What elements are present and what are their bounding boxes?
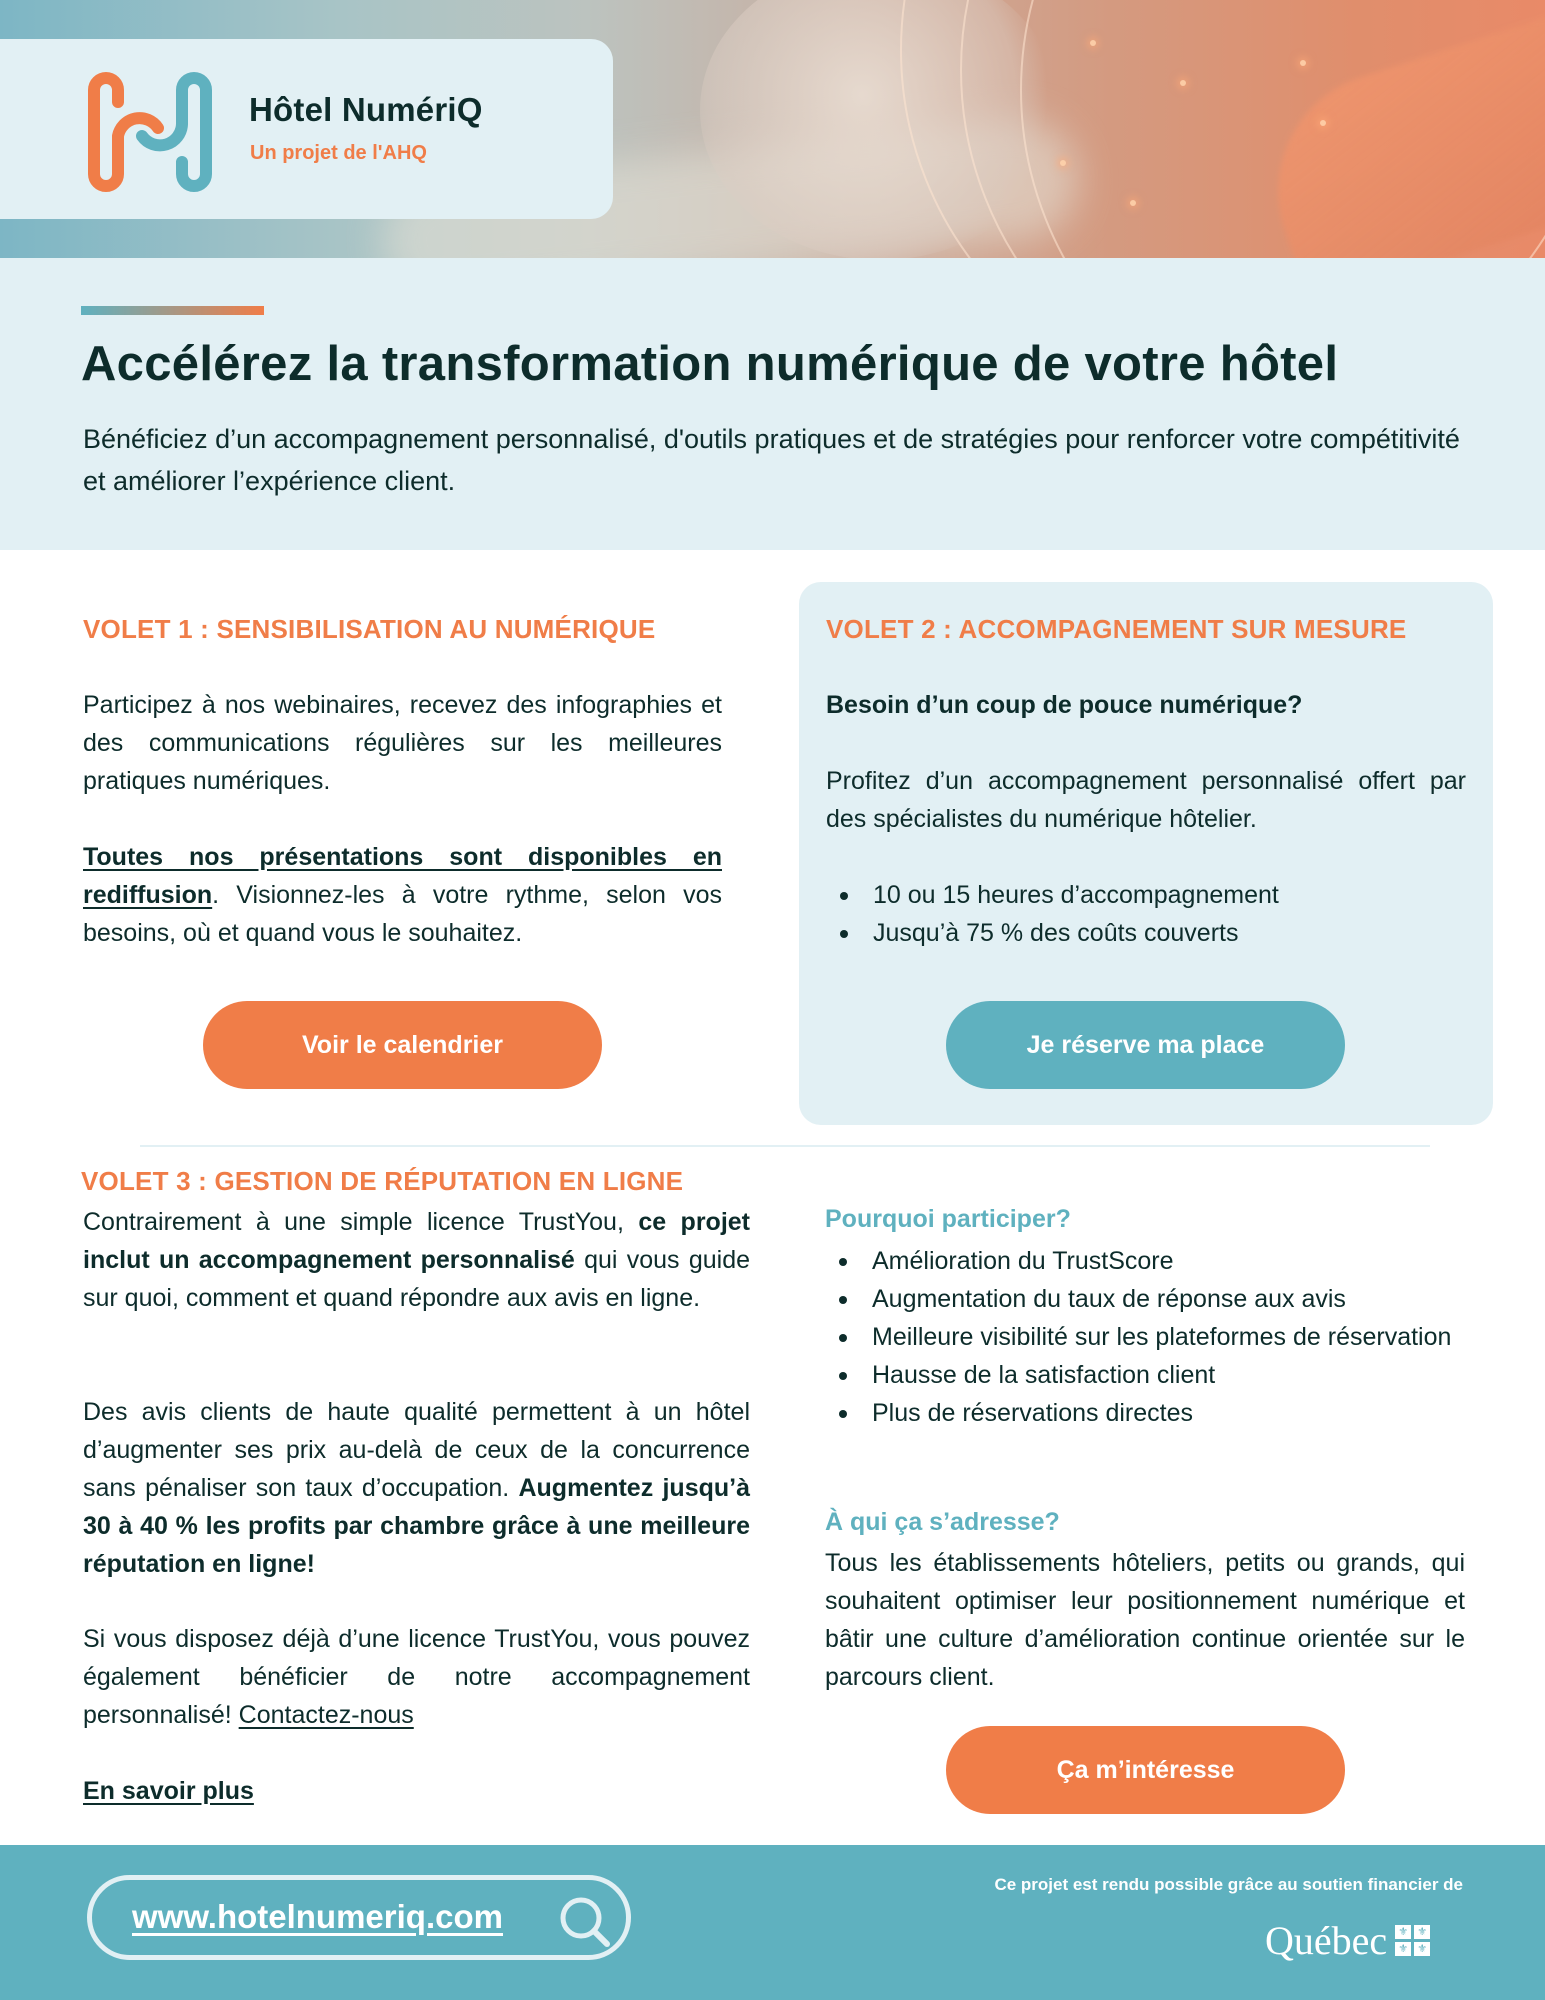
- hero-spark: [1300, 60, 1306, 66]
- view-calendar-button[interactable]: Voir le calendrier: [203, 1001, 602, 1089]
- hotel-numeriq-logo-icon: [82, 66, 228, 198]
- intro-section: [0, 258, 1545, 550]
- quebec-logo: [1265, 1915, 1430, 1965]
- page-title: Accélérez la transformation numérique de votre hôtel: [81, 337, 1339, 391]
- volet3-p2-bold: Augmentez jusqu’à 30 à 40 % les profits par chambre grâce à une meilleure réputation en ligne!: [83, 1474, 750, 1578]
- list-item: Augmentation du taux de réponse aux avis: [825, 1280, 1465, 1318]
- logo-card: [0, 39, 613, 219]
- why-participate-list: [825, 1242, 1465, 1432]
- contact-us-link[interactable]: Contactez-nous: [238, 1701, 414, 1729]
- footer: [0, 1845, 1545, 2000]
- reserve-place-button[interactable]: Je réserve ma place: [946, 1001, 1345, 1089]
- volet3-p1-end: qui vous guide sur quoi, comment et quand répondre aux avis en ligne.: [83, 1246, 750, 1312]
- hero-spark: [1320, 120, 1326, 126]
- hero-spark: [1180, 80, 1186, 86]
- hero-banner: [0, 0, 1545, 258]
- search-icon[interactable]: [557, 1894, 613, 1950]
- volet2-paragraph: Profitez d’un accompagnement personnalisé offert par des spécialistes du numérique hôtelier.: [826, 767, 1466, 833]
- volet3-paragraph-1: [83, 1203, 750, 1317]
- hero-spark: [1060, 160, 1066, 166]
- volet1-paragraph: Participez à nos webinaires, recevez des infographies et des communications régulières sur les meilleures pratiques numériques.: [83, 691, 722, 795]
- volet2-question: Besoin d’un coup de pouce numérique?: [826, 691, 1303, 719]
- intro-subtitle: Bénéficiez d’un accompagnement personnalisé, d'outils pratiques et de stratégies pour renforcer votre compétitivité et améliorer l’expérience client.: [83, 424, 1460, 496]
- who-paragraph: Tous les établissements hôteliers, petits ou grands, qui souhaitent optimiser leur positionnement numérique et bâtir une culture d’amélioration continue orientée sur le parcours client.: [825, 1549, 1465, 1691]
- volet1-heading: VOLET 1 : SENSIBILISATION AU NUMÉRIQUE: [83, 614, 656, 644]
- why-participate-heading: Pourquoi participer?: [825, 1205, 1071, 1233]
- volet2-heading: VOLET 2 : ACCOMPAGNEMENT SUR MESURE: [826, 614, 1407, 644]
- learn-more-link[interactable]: En savoir plus: [83, 1777, 254, 1805]
- volet2-bullet-list: [826, 876, 1466, 952]
- list-item: Meilleure visibilité sur les plateformes de réservation: [825, 1318, 1465, 1356]
- brand-name: Hôtel NumériQ: [249, 91, 483, 128]
- volet3-paragraph-2: [83, 1393, 750, 1583]
- volet3-p1-text: Contrairement à une simple licence TrustYou,: [83, 1208, 639, 1236]
- list-item: Plus de réservations directes: [825, 1394, 1465, 1432]
- volet1-replay-paragraph: [83, 838, 722, 952]
- list-item: Amélioration du TrustScore: [825, 1242, 1465, 1280]
- volet3-p3-text: Si vous disposez déjà d’une licence TrustYou, vous pouvez également bénéficier de notre accompagnement personnalisé!: [83, 1625, 750, 1729]
- volet1-replay-text: . Visionnez-les à votre rythme, selon vos besoins, où et quand vous le souhaitez.: [83, 881, 722, 947]
- brand-tagline: Un projet de l'AHQ: [250, 142, 427, 164]
- who-heading: À qui ça s’adresse?: [825, 1508, 1060, 1536]
- list-item: 10 ou 15 heures d’accompagnement: [826, 876, 1466, 914]
- section-divider: [140, 1145, 1430, 1147]
- list-item: Jusqu’à 75 % des coûts couverts: [826, 914, 1466, 952]
- quebec-flag-icon: ⚜ ⚜ ⚜ ⚜: [1395, 1925, 1430, 1956]
- accent-bar: [81, 306, 264, 315]
- hero-spark: [1130, 200, 1136, 206]
- website-link[interactable]: www.hotelnumeriq.com: [132, 1898, 503, 1935]
- volet3-p1-bold: ce projet inclut un accompagnement personnalisé: [83, 1208, 751, 1274]
- quebec-wordmark: Québec: [1265, 1917, 1388, 1963]
- website-pill[interactable]: [87, 1875, 631, 1960]
- funding-notice: Ce projet est rendu possible grâce au soutien financier de: [994, 1875, 1463, 1894]
- interested-button[interactable]: Ça m’intéresse: [946, 1726, 1345, 1814]
- volet3-paragraph-3: [83, 1620, 750, 1734]
- hero-spark: [1090, 40, 1096, 46]
- volet3-heading: VOLET 3 : GESTION DE RÉPUTATION EN LIGNE: [81, 1166, 684, 1196]
- list-item: Hausse de la satisfaction client: [825, 1356, 1465, 1394]
- replay-link[interactable]: Toutes nos présentations sont disponibles en rediffusion: [83, 843, 722, 909]
- volet3-p2-text: Des avis clients de haute qualité permettent à un hôtel d’augmenter ses prix au-delà de ceux de la concurrence sans pénaliser son taux d’occupation.: [83, 1398, 750, 1502]
- learn-more-wrapper: [83, 1772, 254, 1810]
